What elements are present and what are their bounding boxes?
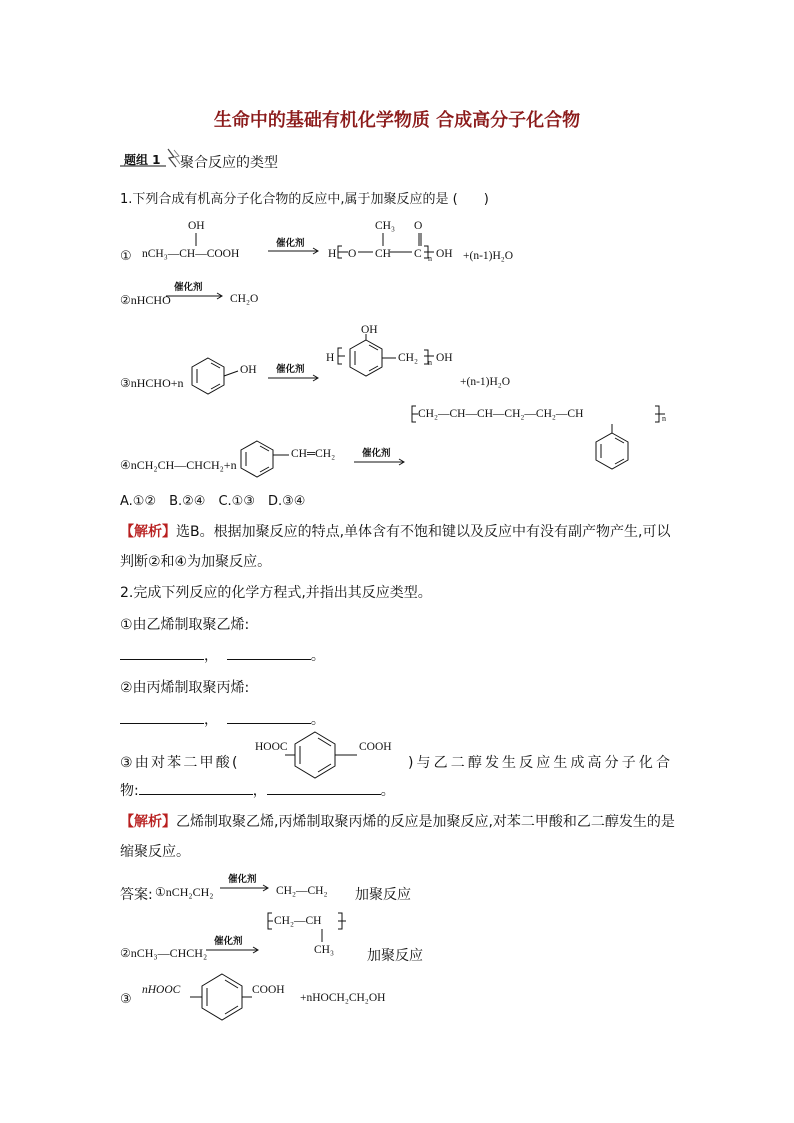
group-badge: 题组 1 <box>124 153 161 167</box>
a3-glycol: +nHOCH₂CH₂OH <box>300 992 386 1004</box>
comma: ， <box>204 648 218 664</box>
period: 。 <box>310 648 325 664</box>
a2-product: CH₂—CH <box>274 915 322 927</box>
q2-part3-post: )与乙二醇发生反应生成高分子化合 <box>408 755 674 771</box>
r3-prod-h: H <box>326 352 335 364</box>
q2-part3-pre: ③由对苯二甲酸( <box>120 755 240 771</box>
a1-product: CH₂—CH₂ <box>276 885 328 897</box>
q1-stem: 1.下列合成有机高分子化合物的反应中,属于加聚反应的是 ( ) <box>120 192 489 207</box>
comma: ， <box>252 783 267 799</box>
comma: ， <box>204 712 218 728</box>
a2-catalyst: 催化剂 <box>214 936 243 947</box>
r1-water: +(n-1)H₂O <box>463 250 514 262</box>
q2-stem: 2.完成下列反应的化学方程式,并指出其反应类型。 <box>120 585 432 601</box>
r1-prod-h: H <box>328 248 337 260</box>
a1-reactant: ①nCH₂CH₂ <box>155 885 214 899</box>
a1-type: 加聚反应 <box>355 887 411 903</box>
r1-prod-c: C <box>414 248 422 260</box>
r1-catalyst: 催化剂 <box>276 238 305 249</box>
answer-label: 答案: <box>120 887 153 903</box>
period: 。 <box>310 712 325 728</box>
a2-reactant: ②nCH₃—CHCH₂ <box>120 946 208 960</box>
r1-prod-oh: OH <box>436 248 453 260</box>
q2-cooh: COOH <box>359 741 392 753</box>
r3-catalyst: 催化剂 <box>276 364 305 375</box>
r4-reactant: ④nCH₂CH—CHCH₂+n <box>120 458 237 472</box>
q2-analysis: 乙烯制取聚乙烯,丙烯制取聚丙烯的反应是加聚反应,对苯二甲酸和乙二醇发生的是 <box>176 814 675 830</box>
a2-type: 加聚反应 <box>367 948 423 964</box>
q2-analysis-tag: 【解析】 <box>120 814 176 830</box>
r1-reactant: nCH₃—CH—COOH <box>142 248 240 260</box>
r3-reactant: ③nHCHO+n <box>120 376 184 390</box>
a2-ch3: CH₃ <box>314 944 334 956</box>
r1-prod-n: n <box>428 254 432 263</box>
r2-product: CH₂O <box>230 293 259 305</box>
r3-prod-oh-top: OH <box>361 324 378 336</box>
r1-prod-ch: CH <box>375 248 391 260</box>
a3-terephthalic-ring <box>202 974 242 1020</box>
group-label: 聚合反应的类型 <box>180 155 278 171</box>
r3-oh: OH <box>240 364 257 376</box>
q2-analysis-2: 缩聚反应。 <box>120 844 190 860</box>
q1-analysis-tag: 【解析】 <box>120 524 176 540</box>
page-title: 生命中的基础有机化学物质 合成高分子化合物 <box>213 110 581 131</box>
q2-terephthalic-ring <box>295 732 335 778</box>
r3-prod-ch2: CH₂ <box>398 352 418 364</box>
a1-catalyst: 催化剂 <box>228 874 257 885</box>
r1-prod-o-link: O <box>348 248 357 260</box>
r2-reactant: ②nHCHO <box>120 293 171 307</box>
r4-n: n <box>662 414 666 423</box>
a3-hooc: nHOOC <box>142 984 181 996</box>
r3-prod-n: n <box>428 358 432 367</box>
r4-catalyst: 催化剂 <box>362 448 391 459</box>
q1-analysis: 选B。根据加聚反应的特点,单体含有不饱和键以及反应中有没有副产物产生,可以 <box>176 524 671 540</box>
r3-water: +(n-1)H₂O <box>460 376 511 388</box>
q2-part2: ②由丙烯制取聚丙烯: <box>120 680 250 696</box>
q1-options: A.①② B.②④ C.①③ D.③④ <box>120 494 306 509</box>
a3-cooh: COOH <box>252 984 285 996</box>
q1-analysis-2: 判断②和④为加聚反应。 <box>120 554 272 570</box>
r4-polymer: CH₂—CH—CH—CH₂—CH₂—CH <box>418 408 584 420</box>
r1-prod-o: O <box>414 220 423 232</box>
period: 。 <box>380 783 395 799</box>
r1-oh: OH <box>188 220 205 232</box>
q2-hooc: HOOC <box>255 741 288 753</box>
r4-vinyl: CH═CH₂ <box>291 448 336 460</box>
r1-number: ① <box>120 249 132 264</box>
q2-part1: ①由乙烯制取聚乙烯: <box>120 617 250 633</box>
q2-part3-wu: 物: <box>120 783 139 799</box>
r3-prod-oh: OH <box>436 352 453 364</box>
r1-prod-ch3: CH₃ <box>375 220 395 232</box>
r2-catalyst: 催化剂 <box>174 282 203 293</box>
a3-number: ③ <box>120 992 132 1007</box>
